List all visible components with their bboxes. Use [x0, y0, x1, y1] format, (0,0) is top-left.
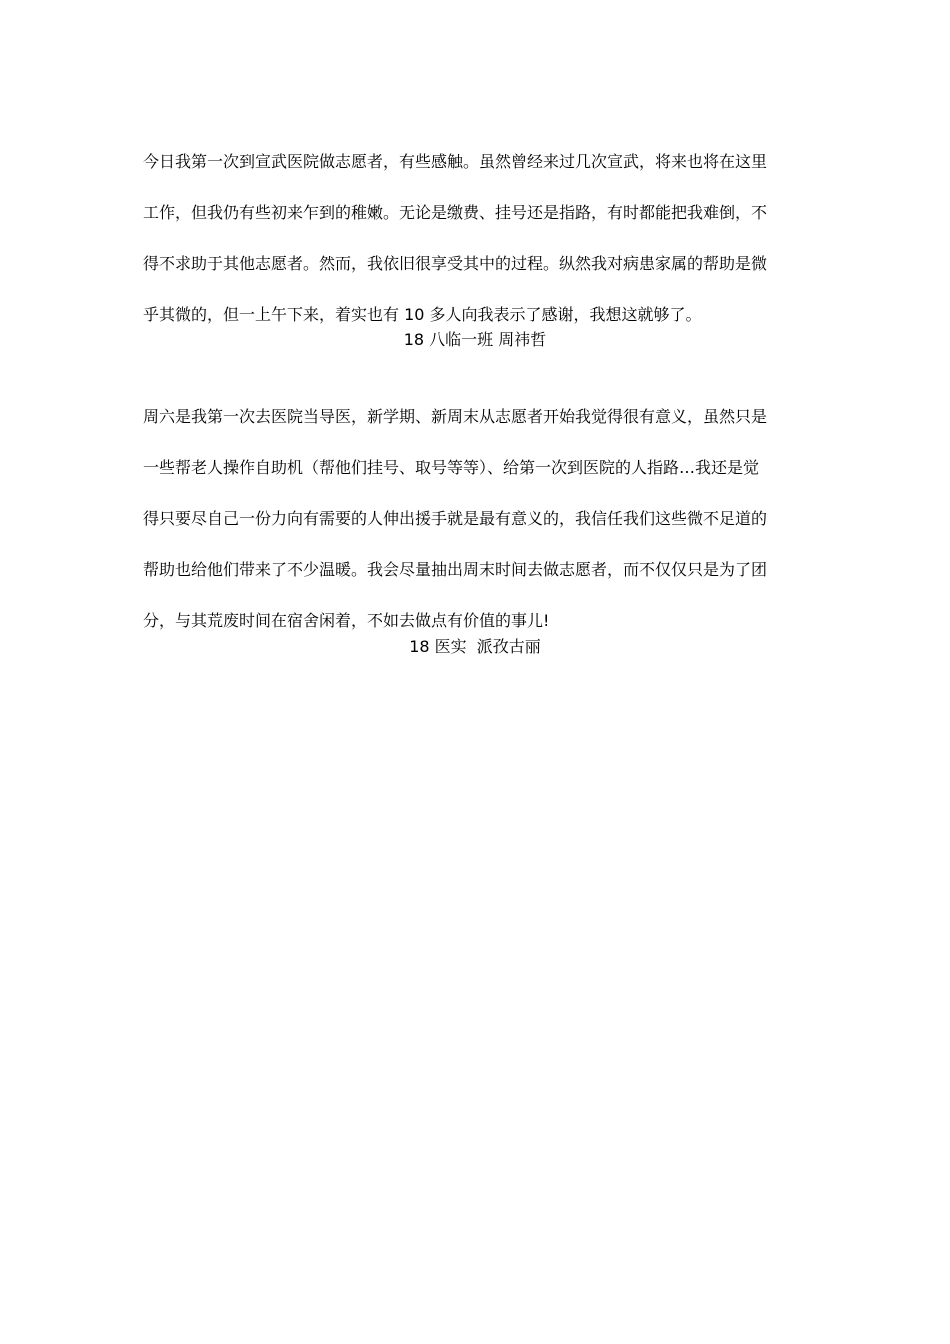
entry-spacer — [143, 353, 807, 379]
entry-1-signature: 18 八临一班 周祎哲 — [403, 330, 547, 349]
entry-2-line-4: 帮助也给他们带来了不少温暖。我会尽量抽出周末时间去做志愿者，而不仅仅只是为了团 — [143, 560, 768, 579]
entry-1-line-3: 得不求助于其他志愿者。然而，我依旧很享受其中的过程。纵然我对病患家属的帮助是微 — [143, 253, 768, 273]
entry-2-line-1: 周六是我第一次去医院当导医，新学期、新周末从志愿者开始我觉得很有意义，虽然只是 — [143, 407, 768, 426]
entry-1-paragraph — [143, 123, 807, 327]
entry-2-signature: 18 医实 派孜古丽 — [409, 636, 541, 656]
document-body — [143, 123, 807, 659]
entry-1-line-2: 工作，但我仍有些初来乍到的稚嫩。无论是缴费、挂号还是指路，有时都能把我难倒，不 — [143, 202, 768, 222]
entry-2-line-5: 分，与其荒废时间在宿舍闲着，不如去做点有价值的事儿! — [143, 611, 550, 630]
entry-2-line-2: 一些帮老人操作自助机（帮他们挂号、取号等等）、给第一次到医院的人指路…我还是觉 — [143, 458, 760, 477]
entry-1 — [143, 123, 807, 353]
entry-2-line-3: 得只要尽自己一份力向有需要的人伸出援手就是最有意义的，我信任我们这些微不足道的 — [143, 509, 768, 528]
entry-1-line-1: 今日我第一次到宣武医院做志愿者，有些感触。虽然曾经来过几次宣武，将来也将在这里 — [143, 151, 768, 171]
entry-2-paragraph — [143, 379, 807, 634]
entry-1-line-4: 乎其微的，但一上午下来，着实也有 10 多人向我表示了感谢，我想这就够了。 — [143, 304, 702, 324]
entry-2 — [143, 379, 807, 660]
